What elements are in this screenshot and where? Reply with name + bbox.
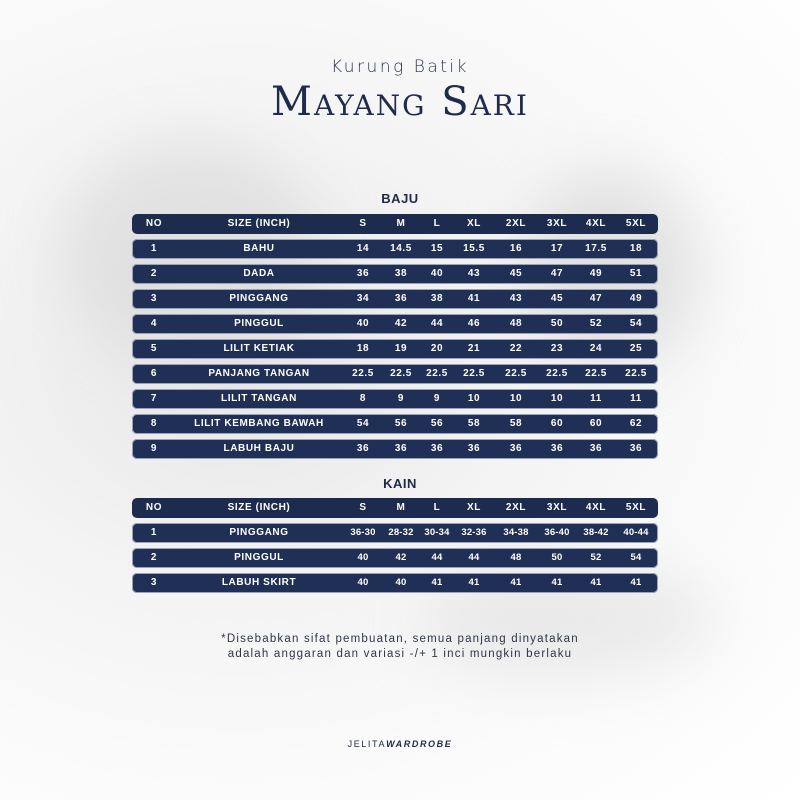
size-value: 28-32: [388, 527, 414, 538]
table-row: [132, 439, 658, 459]
size-value: 52: [589, 318, 603, 329]
column-header: XL: [467, 502, 481, 513]
size-value: 49: [589, 268, 603, 279]
column-header: S: [359, 502, 367, 513]
column-header: 3XL: [546, 502, 568, 513]
size-value: 43: [467, 268, 481, 279]
size-value: 44: [430, 318, 444, 329]
row-number: 1: [150, 527, 158, 538]
size-value: 41: [630, 577, 642, 588]
table-header-row: [132, 214, 658, 234]
size-value: 41: [467, 293, 481, 304]
baju-section-title: BAJU: [381, 191, 419, 206]
size-value: 22.5: [352, 368, 374, 379]
size-value: 38-42: [583, 527, 609, 538]
size-value: 23: [550, 343, 564, 354]
size-value: 60: [550, 418, 564, 429]
size-value: 10: [509, 393, 523, 404]
size-value: 47: [550, 268, 564, 279]
size-value: 21: [467, 343, 481, 354]
column-header: 2XL: [505, 502, 527, 513]
measurement-name: BAHU: [243, 243, 275, 254]
size-value: 41: [468, 577, 480, 588]
size-value: 38: [430, 293, 444, 304]
measurement-name: PINGGANG: [229, 293, 289, 304]
size-value: 56: [394, 418, 408, 429]
note-line-1: *Disebabkan sifat pembuatan, semua panjang dinyatakan: [221, 633, 579, 645]
row-number: 6: [150, 368, 158, 379]
size-value: 42: [395, 552, 407, 563]
size-value: 30-34: [424, 527, 450, 538]
baju-size-table: [132, 214, 658, 464]
column-header: 5XL: [625, 218, 647, 229]
size-value: 36: [629, 443, 643, 454]
size-value: 16: [509, 243, 523, 254]
column-header: NO: [145, 502, 163, 513]
measurement-name: PINGGANG: [229, 527, 289, 538]
measurement-name: PINGGUL: [234, 318, 284, 329]
size-value: 50: [550, 318, 564, 329]
size-value: 22.5: [546, 368, 568, 379]
size-value: 42: [394, 318, 408, 329]
size-value: 36: [356, 443, 370, 454]
measurement-name: LABUH BAJU: [223, 443, 295, 454]
row-number: 5: [150, 343, 158, 354]
size-value: 48: [509, 318, 523, 329]
row-number: 2: [150, 268, 158, 279]
kain-section-title: KAIN: [383, 476, 417, 491]
size-value: 10: [467, 393, 481, 404]
size-value: 19: [394, 343, 408, 354]
size-value: 51: [629, 268, 643, 279]
table-row: [132, 414, 658, 434]
size-value: 40-44: [623, 527, 649, 538]
size-value: 54: [356, 418, 370, 429]
measurement-name: LABUH SKIRT: [221, 577, 297, 588]
size-value: 36: [550, 443, 564, 454]
size-value: 41: [551, 577, 563, 588]
column-header: 4XL: [585, 502, 607, 513]
size-value: 36: [356, 268, 370, 279]
note-line-2: adalah anggaran dan variasi -/+ 1 inci mungkin berlaku: [227, 648, 573, 660]
table-row: [132, 389, 658, 409]
size-value: 22: [509, 343, 523, 354]
table-row: [132, 364, 658, 384]
size-value: 17.5: [585, 243, 607, 254]
size-value: 14: [356, 243, 370, 254]
size-value: 22.5: [505, 368, 527, 379]
size-value: 54: [630, 552, 642, 563]
brand-logo: [0, 739, 800, 749]
size-value: 9: [397, 393, 405, 404]
size-value: 18: [356, 343, 370, 354]
size-value: 36: [509, 443, 523, 454]
size-value: 48: [510, 552, 522, 563]
size-value: 22.5: [390, 368, 412, 379]
size-value: 36: [394, 293, 408, 304]
size-value: 47: [589, 293, 603, 304]
table-row: [132, 548, 658, 568]
measurement-name: PINGGUL: [234, 552, 284, 563]
size-value: 36-40: [544, 527, 570, 538]
table-row: [132, 264, 658, 284]
size-value: 52: [590, 552, 602, 563]
size-value: 45: [550, 293, 564, 304]
size-value: 40: [357, 552, 369, 563]
row-number: 8: [150, 418, 158, 429]
size-value: 58: [509, 418, 523, 429]
size-value: 24: [589, 343, 603, 354]
size-value: 49: [629, 293, 643, 304]
size-value: 36: [589, 443, 603, 454]
size-value: 34: [356, 293, 370, 304]
size-value: 36-30: [350, 527, 376, 538]
size-value: 60: [589, 418, 603, 429]
measurement-name: DADA: [243, 268, 275, 279]
size-value: 15: [430, 243, 444, 254]
size-value: 15.5: [463, 243, 485, 254]
column-header: M: [396, 502, 406, 513]
product-title: Mayang Sari: [271, 79, 529, 125]
size-value: 20: [430, 343, 444, 354]
column-header: 4XL: [585, 218, 607, 229]
column-header: 2XL: [505, 218, 527, 229]
size-value: 36: [394, 443, 408, 454]
column-header: L: [433, 502, 441, 513]
measurement-name: LILIT TANGAN: [221, 393, 297, 404]
size-value: 38: [394, 268, 408, 279]
row-number: 3: [150, 293, 158, 304]
size-value: 11: [590, 393, 602, 404]
measurement-name: LILIT KETIAK: [223, 343, 295, 354]
column-header: 5XL: [625, 502, 647, 513]
size-value: 25: [629, 343, 643, 354]
size-value: 14.5: [390, 243, 412, 254]
product-subtitle: Kurung Batik: [330, 57, 469, 77]
size-value: 36: [467, 443, 481, 454]
size-value: 58: [467, 418, 481, 429]
column-header: XL: [467, 218, 481, 229]
size-value: 34-38: [503, 527, 529, 538]
size-value: 43: [509, 293, 523, 304]
table-row: [132, 339, 658, 359]
row-number: 3: [150, 577, 158, 588]
size-value: 45: [509, 268, 523, 279]
table-row: [132, 314, 658, 334]
size-value: 41: [431, 577, 443, 588]
row-number: 4: [150, 318, 158, 329]
size-value: 50: [551, 552, 563, 563]
size-value: 22.5: [625, 368, 647, 379]
brand-part-2: WARDROBE: [386, 739, 453, 749]
size-value: 40: [430, 268, 444, 279]
column-header: S: [359, 218, 367, 229]
size-value: 22.5: [585, 368, 607, 379]
size-value: 36: [430, 443, 444, 454]
column-header: L: [433, 218, 441, 229]
size-value: 40: [357, 577, 369, 588]
size-value: 41: [510, 577, 522, 588]
size-value: 22.5: [426, 368, 448, 379]
row-number: 1: [150, 243, 158, 254]
size-value: 8: [359, 393, 367, 404]
size-value: 22.5: [463, 368, 485, 379]
size-value: 54: [629, 318, 643, 329]
column-header: M: [396, 218, 406, 229]
column-header: SIZE (INCH): [227, 502, 291, 513]
size-value: 11: [630, 393, 642, 404]
size-value: 18: [629, 243, 643, 254]
size-value: 62: [629, 418, 643, 429]
table-row: [132, 289, 658, 309]
row-number: 2: [150, 552, 158, 563]
table-row: [132, 573, 658, 593]
measurement-note: [0, 632, 800, 662]
size-value: 46: [467, 318, 481, 329]
row-number: 9: [150, 443, 158, 454]
kain-size-table: [132, 498, 658, 598]
size-value: 17: [550, 243, 564, 254]
size-value: 9: [433, 393, 441, 404]
table-row: [132, 523, 658, 543]
size-value: 10: [550, 393, 564, 404]
measurement-name: PANJANG TANGAN: [208, 368, 310, 379]
brand-part-1: JELITA: [347, 739, 387, 749]
column-header: 3XL: [546, 218, 568, 229]
size-value: 56: [430, 418, 444, 429]
size-value: 32-36: [461, 527, 487, 538]
size-value: 41: [590, 577, 602, 588]
column-header: NO: [145, 218, 163, 229]
column-header: SIZE (INCH): [227, 218, 291, 229]
size-value: 40: [356, 318, 370, 329]
measurement-name: LILIT KEMBANG BAWAH: [194, 418, 324, 429]
size-value: 44: [431, 552, 443, 563]
size-value: 44: [468, 552, 480, 563]
table-row: [132, 239, 658, 259]
row-number: 7: [150, 393, 158, 404]
size-value: 40: [395, 577, 407, 588]
table-header-row: [132, 498, 658, 518]
